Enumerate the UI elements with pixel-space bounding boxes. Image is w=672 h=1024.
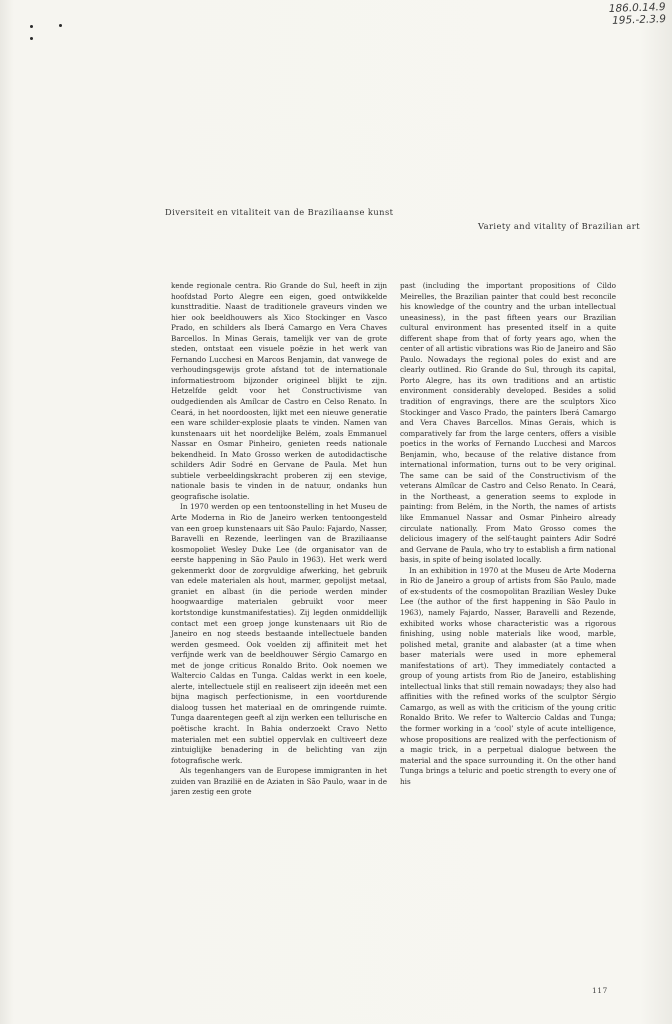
english-text-column [400,281,616,787]
dutch-paragraph: kende regionale centra. Rio Grande do Sul, heeft in zijn hoofdstad Porto Alegre een eigen, goed ontwikkelde kunsttraditie. Naast de traditionele graveurs vinden we hier ook beeldhouwers als Xico Stockinger en Vasco Prado, en schilders als Iberá Camargo en Vera Chaves Barcellos. In Minas Gerais, tamelijk ver van de grote steden, ontstaat een visuele poëzie in het werk van Fernando Lucchesi en Marcos Benjamin, dat vanwege de verhoudingsgewijs grote afstand tot de internationale informatiestroom bijzonder origineel blijkt te zijn. Hetzelfde geldt voor het Constructivisme van oudgedienden als Amílcar de Castro en Celso Renato. In Ceará, in het noordoosten, lijkt met een nieuwe generatie een ware schilder-explosie plaats te vinden. Namen van kunstenaars uit het noordelijke Belém, zoals Emmanuel Nassar en Osmar Pinheiro, genieten reeds nationale bekendheid. In Mato Grosso werken de autodidactische schilders Adir Sodré en Gervane de Paula. Met hun subtiele verbeeldingskracht proberen zij een stevige, nationale basis te vinden in de natuur, ondanks hun geografische isolatie. [171,281,387,501]
dutch-paragraph: Als tegenhangers van de Europese immigranten in het zuiden van Brazilië en de Aziaten in São Paulo, waar in de jaren zestig een grote [171,766,387,797]
english-running-head: Variety and vitality of Brazilian art [477,221,640,231]
annotation-line-2: 195.-2.3.9 [612,13,667,27]
annotation-line-1: 186.0.14.9 [608,1,666,15]
dutch-text-column [171,281,387,798]
dutch-running-head: Diversiteit en vitaliteit van de Braziliaanse kunst [165,207,394,217]
binding-hole-3 [30,37,33,40]
binding-hole-2 [59,24,62,27]
page-number: 117 [592,986,608,995]
dutch-paragraph: In 1970 werden op een tentoonstelling in het Museu de Arte Moderna in Rio de Janeiro werken tentoongesteld van een groep kunstenaars uit São Paulo: Fajardo, Nasser, Baravelli en Rezende, leerlingen van de Braziliaanse kosmopoliet Wesley Duke Lee (de organisator van de eerste happening in São Paulo in 1963). Het werk werd gekenmerkt door de zorgvuldige afwerking, het gebruik van edele materialen als hout, marmer, gepolijst metaal, graniet en albast (in die periode werden minder hoogwaardige materialen gebruikt voor meer kortstondige kunstmanifestaties). Zij legden onmiddellijk contact met een groep jonge kunstenaars uit Rio de Janeiro en nog steeds bestaande intellectuele banden werden gesmeed. Ook voelden zij affiniteit met het verfijnde werk van de beeldhouwer Sérgio Camargo en met de jonge criticus Ronaldo Brito. Ook noemen we Waltercio Caldas en Tunga. Caldas werkt in een koele, alerte, intellectuele stijl en realiseert zijn ideeën met een bijna magisch perfectionisme, in een voortdurende dialoog tussen het materiaal en de omringende ruimte. Tunga daarentegen geeft al zijn werken een tellurische en poëtische kracht. In Bahia onderzoekt Cravo Netto materialen met een subtiel oppervlak en cultiveert deze zintuiglijke benadering in de belichting van zijn fotografische werk. [171,502,387,765]
handwritten-annotation [609,1,667,27]
english-paragraph: past (including the important propositions of Cildo Meirelles, the Brazilian painter that could best reconcile his knowledge of the country and the urban intellectual uneasiness), in the past fifteen years our Brazilian cultural environment has presented itself in a quite different shape from that of forty years ago, when the center of all artistic vibrations was Rio de Janeiro and São Paulo. Nowadays the regional poles do exist and are clearly outlined. Rio Grande do Sul, through its capital, Porto Alegre, has its own traditions and an artistic environment considerably developed. Besides a solid tradition of engravings, there are the sculptors Xico Stockinger and Vasco Prado, the painters Iberá Camargo and Vera Chaves Barcellos. Minas Gerais, which is comparatively far from the large centers, offers a visible poetics in the works of Fernando Lucchesi and Marcos Benjamin, who, because of the relative distance from international information, turns out to be very original. The same can be said of the Constructivism of the veterans Almílcar de Castro and Celso Renato. In Ceará, in the Northeast, a generation seems to explode in painting: from Belém, in the North, the names of artists like Emmanuel Nassar and Osmar Pinheiro already circulate nationally. From Mato Grosso comes the delicious imagery of the self-taught painters Adir Sodré and Gervane de Paula, who try to establish a firm national basis, in spite of being isolated locally. [400,281,616,565]
binding-hole-1 [30,25,33,28]
english-paragraph: In an exhibition in 1970 at the Museu de Arte Moderna in Rio de Janeiro a group of artists from São Paulo, made of ex-students of the cosmopolitan Brazilian Wesley Duke Lee (the author of the first happening in São Paulo in 1963), namely Fajardo, Nasser, Baravelli and Rezende, exhibited works whose characteristic was a rigorous finishing, using noble materials like wood, marble, polished metal, granite and alabaster (at a time when baser materials were used in more ephemeral manifestations of art). They immediately contacted a group of young artists from Rio de Janeiro, establishing intellectual links that still remain nowadays; they also had affinities with the refined works of the sculptor Sérgio Camargo, as well as with the criticism of the young critic Ronaldo Brito. We refer to Waltercio Caldas and Tunga; the former working in a ‘cool’ style of acute intelligence, whose propositions are realized with the perfectionism of a magic trick, in a perpetual dialogue between the material and the space surrounding it. On the other hand Tunga brings a teluric and poetic strength to every one of his [400,565,616,786]
